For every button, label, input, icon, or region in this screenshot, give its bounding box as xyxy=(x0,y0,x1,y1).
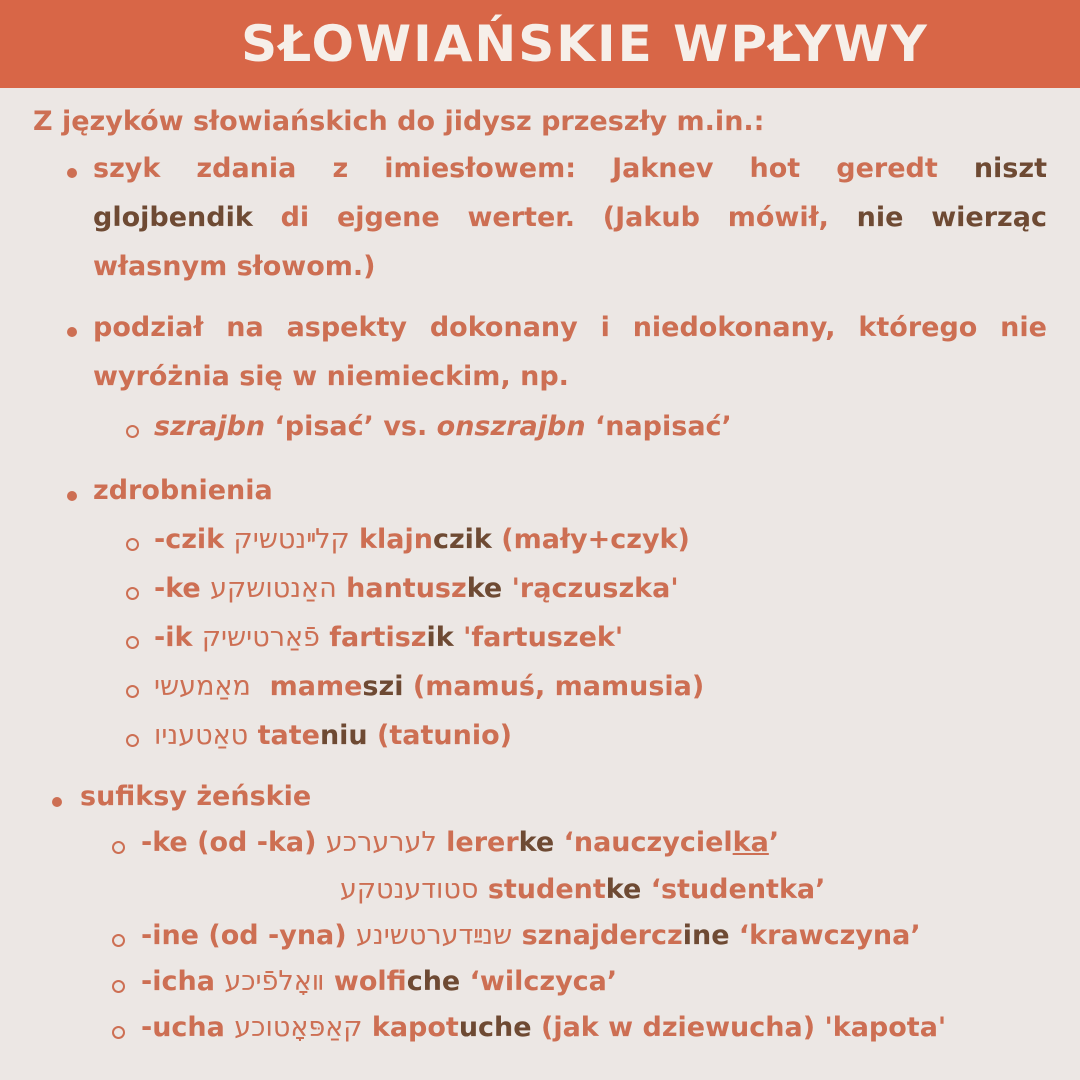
feminine-item xyxy=(141,1012,946,1043)
word-suffix: iche xyxy=(406,966,461,997)
sub-bullet-circle xyxy=(126,685,139,698)
page-title: SŁOWIAŃSKIE WPŁYWY xyxy=(241,15,929,73)
example-word: szrajbn xyxy=(154,411,266,442)
word-stem: hantusz xyxy=(346,573,467,604)
gloss: ‘wilczyca’ xyxy=(460,966,618,997)
suffix: -czik xyxy=(154,524,225,555)
word: hot xyxy=(749,153,801,184)
sub-bullet-circle xyxy=(126,587,139,600)
word-stem: lerer xyxy=(446,827,519,858)
sub-bullet-circle xyxy=(126,734,139,747)
gloss: ’ xyxy=(768,827,780,858)
word-suffix: uche xyxy=(458,1012,532,1043)
aspect-line-2: wyróżnia się w niemieckim, np. xyxy=(93,361,569,392)
word: i xyxy=(600,312,610,343)
hebrew-word: שנײַדערטשינע xyxy=(356,920,513,951)
word-stem: mame xyxy=(269,671,363,702)
word: niedokonany, xyxy=(632,312,836,343)
word-suffix: czik xyxy=(432,524,492,555)
word-stem: wolf xyxy=(333,966,407,997)
feminine-item xyxy=(141,827,779,858)
gloss: 'rączuszka' xyxy=(502,573,679,604)
hebrew-word: לערערכע xyxy=(325,827,437,858)
bullet-dot xyxy=(67,168,77,178)
word-stem: student xyxy=(487,874,606,905)
word-dark: niszt xyxy=(973,153,1047,184)
word: dokonany xyxy=(429,312,578,343)
word: Jaknev xyxy=(612,153,714,184)
aspect-line-1 xyxy=(93,312,1047,343)
suffix: -ke xyxy=(154,573,201,604)
feminine-item xyxy=(141,966,617,997)
hebrew-word: טאַטעניו xyxy=(154,720,249,751)
bullet-dot xyxy=(67,327,77,337)
word: na xyxy=(226,312,264,343)
diminutive-item xyxy=(154,524,690,555)
sub-bullet-circle xyxy=(112,934,125,947)
gloss: ‘nauczyciel xyxy=(554,827,733,858)
diminutive-item xyxy=(154,720,512,751)
word: aspekty xyxy=(286,312,407,343)
feminine-item xyxy=(141,920,921,951)
hebrew-word: האַנטושקע xyxy=(210,573,337,604)
suffix: -ke (od -ka) xyxy=(141,827,317,858)
hebrew-word: קאַפּאָטוכע xyxy=(234,1012,363,1043)
word: geredt xyxy=(836,153,938,184)
word-stem: klajn xyxy=(359,524,433,555)
syntax-line-2 xyxy=(93,202,1047,233)
word: di xyxy=(280,202,310,233)
gloss-underlined: ka xyxy=(732,827,769,858)
title-banner xyxy=(0,0,1080,88)
feminine-heading: sufiksy żeńskie xyxy=(80,781,312,812)
word-dark: wierząc xyxy=(931,202,1047,233)
word-suffix: ke xyxy=(518,827,555,858)
word-stem: fartisz xyxy=(329,622,427,653)
word-dark: nie xyxy=(856,202,904,233)
word: (Jakub xyxy=(602,202,700,233)
word-suffix: ine xyxy=(682,920,730,951)
word: z xyxy=(332,153,349,184)
gloss: (mały+czyk) xyxy=(491,524,690,555)
syntax-line-1 xyxy=(93,153,1047,184)
hebrew-word: מאַמעשי xyxy=(154,671,251,702)
gloss: 'fartuszek' xyxy=(453,622,624,653)
hebrew-word: סטודענטקע xyxy=(340,874,479,905)
word-suffix: ke xyxy=(605,874,642,905)
sub-bullet-circle xyxy=(126,538,139,551)
sub-bullet-circle xyxy=(112,980,125,993)
example-gloss: ‘pisać’ vs. xyxy=(265,411,437,442)
hebrew-word: װאָלפֿיכע xyxy=(224,966,325,997)
intro-text: Z języków słowiańskich do jidysz przeszły m.in.: xyxy=(33,106,765,137)
gloss: (tatunio) xyxy=(367,720,513,751)
word-stem: kapot xyxy=(371,1012,459,1043)
hebrew-word: פֿאַרטישיק xyxy=(201,622,320,653)
diminutive-item xyxy=(154,573,679,604)
suffix: -ine (od -yna) xyxy=(141,920,347,951)
word-dark: glojbendik xyxy=(93,202,253,233)
diminutives-heading: zdrobnienia xyxy=(93,475,273,506)
hebrew-word: קלײנטשיק xyxy=(233,524,350,555)
example-gloss: ‘napisać’ xyxy=(585,411,732,442)
example-word: onszrajbn xyxy=(436,411,586,442)
word-stem: tate xyxy=(257,720,320,751)
word: szyk xyxy=(93,153,161,184)
word-suffix: ik xyxy=(426,622,454,653)
diminutive-item xyxy=(154,671,704,702)
bullet-dot xyxy=(52,797,62,807)
suffix: -icha xyxy=(141,966,215,997)
word: werter. xyxy=(467,202,575,233)
word-suffix: szi xyxy=(362,671,404,702)
suffix: -ik xyxy=(154,622,193,653)
gloss: (jak w dziewucha) 'kapota' xyxy=(531,1012,947,1043)
word: ejgene xyxy=(336,202,440,233)
gloss: (mamuś, mamusia) xyxy=(403,671,705,702)
feminine-item xyxy=(340,874,825,905)
bullet-dot xyxy=(67,491,77,501)
sub-bullet-circle xyxy=(126,425,139,438)
aspect-example xyxy=(154,411,732,442)
word: podział xyxy=(93,312,204,343)
suffix: -ucha xyxy=(141,1012,225,1043)
gloss: ‘krawczyna’ xyxy=(729,920,921,951)
word: zdania xyxy=(196,153,297,184)
diminutive-item xyxy=(154,622,623,653)
syntax-line-3: własnym słowom.) xyxy=(93,251,376,282)
gloss: ‘studentka’ xyxy=(641,874,826,905)
word-suffix: ke xyxy=(466,573,503,604)
word: imiesłowem: xyxy=(384,153,577,184)
word: mówił, xyxy=(727,202,829,233)
sub-bullet-circle xyxy=(112,841,125,854)
word: którego xyxy=(858,312,978,343)
sub-bullet-circle xyxy=(112,1026,125,1039)
word-suffix: niu xyxy=(319,720,368,751)
sub-bullet-circle xyxy=(126,636,139,649)
word-stem: sznajdercz xyxy=(521,920,683,951)
word: nie xyxy=(1000,312,1047,343)
